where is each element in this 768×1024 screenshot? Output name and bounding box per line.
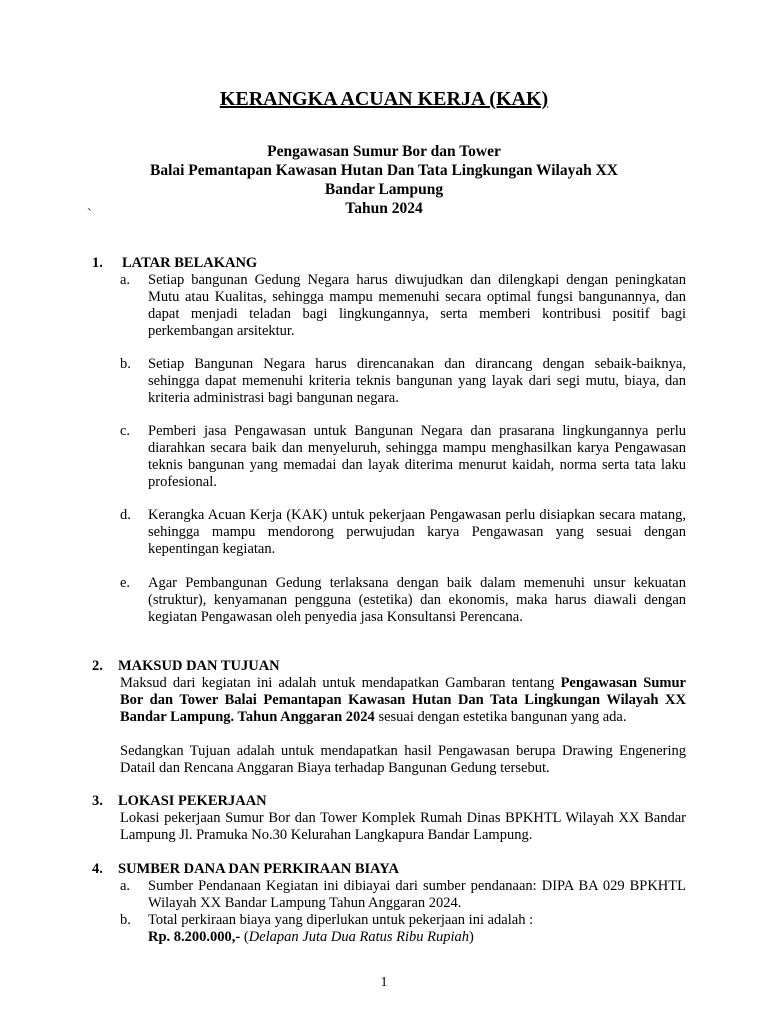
paragraph-bold-text: Pengawasan Sumur Bor dan Tower Balai Pemantapan Kawasan Hutan Dan Tata Lingkungan Wilayah XX Bandar Lampung. Tahun Anggaran 2024 [120,675,686,725]
list-letter: a. [120,272,131,288]
stray-mark: ` [87,207,92,222]
list-letter: c. [120,423,131,439]
amount-words: Delapan Juta Dua Ratus Ribu Rupiah [248,929,470,945]
list-letter: b. [120,912,131,928]
maksud-paragraph [120,675,686,726]
section-heading-lokasi-pekerjaan [92,793,267,810]
amount-value: Rp. 8.200.000,- [148,929,241,945]
section-number: 3. [92,793,103,809]
section-title: LOKASI PEKERJAAN [118,793,267,809]
subtitle-line: Tahun 2024 [345,200,423,217]
list-text: Setiap Bangunan Negara harus direncanakan dan dirancang dengan sebaik-baiknya, sehingga dapat memenuhi kriteria teknis bangunan yang layak dari segi mutu, biaya, dan kriteria administrasi bagi bangunan negara. [148,356,686,406]
list-text: Agar Pembangunan Gedung terlaksana dengan baik dalam memenuhi unsur kekuatan (struktur), kenyamanan pengguna (estetika) dan ekonomis, maka harus diawali dengan kegiatan Pengawasan oleh penyedia jasa Konsultansi Perencana. [148,575,686,625]
subtitle-line: Bandar Lampung [324,181,444,198]
list-letter: a. [120,878,131,894]
subtitle-line: Pengawasan Sumur Bor dan Tower [267,143,501,160]
amount-text [148,929,686,946]
amount-paren: ) [469,929,474,945]
document-title: KERANGKA ACUAN KERJA (KAK) [219,88,549,110]
section-heading-latar-belakang [92,255,257,272]
section-title: MAKSUD DAN TUJUAN [118,658,280,674]
section-number: 4. [92,861,103,877]
paragraph-text: Maksud dari kegiatan ini adalah untuk mendapatkan Gambaran tentang [120,675,561,691]
list-text: Total perkiraan biaya yang diperlukan untuk pekerjaan ini adalah : [148,912,534,928]
list-text: Pemberi jasa Pengawasan untuk Bangunan Negara dan prasarana lingkungannya perlu diarahkan secara baik dan menyeluruh, sehingga mampu menghasilkan karya Pengawasan teknis bangunan yang memadai dan layak diterima menurut kaidah, norma serta tata laku profesional. [148,423,686,490]
section-title: SUMBER DANA DAN PERKIRAAN BIAYA [118,861,399,877]
list-letter: b. [120,356,131,372]
subtitle-line: Balai Pemantapan Kawasan Hutan Dan Tata Lingkungan Wilayah XX [149,162,618,179]
section-heading-maksud-dan-tujuan [92,658,280,675]
list-text: Setiap bangunan Gedung Negara harus diwujudkan dan dilengkapi dengan peningkatan Mutu atau Kualitas, sehingga mampu memenuhi secara optimal fungsi bangunannya, dan dapat menjadi teladan bagi lingkungannya, serta memberi kontribusi positif bagi perkembangan arsitektur. [148,272,686,339]
list-letter: d. [120,507,131,523]
tujuan-paragraph: Sedangkan Tujuan adalah untuk mendapatkan hasil Pengawasan berupa Drawing Engenering Datail dan Rencana Anggaran Biaya terhadap Bangunan Gedung tersebut. [120,743,686,776]
paragraph-text: sesuai dengan estetika bangunan yang ada. [374,709,627,725]
page-number: 1 [380,975,388,990]
section-heading-sumber-dana [92,861,399,878]
lokasi-paragraph: Lokasi pekerjaan Sumur Bor dan Tower Komplek Rumah Dinas BPKHTL Wilayah XX Bandar Lampung Jl. Pramuka No.30 Kelurahan Langkapura Bandar Lampung. [120,810,686,843]
section-number: 1. [92,255,103,271]
list-text: Sumber Pendanaan Kegiatan ini dibiayai dari sumber pendanaan: DIPA BA 029 BPKHTL Wilayah XX Bandar Lampung Tahun Anggaran 2024. [148,878,686,911]
list-letter: e. [120,575,131,591]
document-subtitle [0,142,768,218]
list-text: Kerangka Acuan Kerja (KAK) untuk pekerjaan Pengawasan perlu disiapkan secara matang, sehingga mampu mendorong perwujudan karya Pengawasan yang sesuai dengan kepentingan kegiatan. [148,507,686,557]
section-number: 2. [92,658,103,674]
amount-paren: ( [240,929,249,945]
section-title: LATAR BELAKANG [122,255,258,271]
